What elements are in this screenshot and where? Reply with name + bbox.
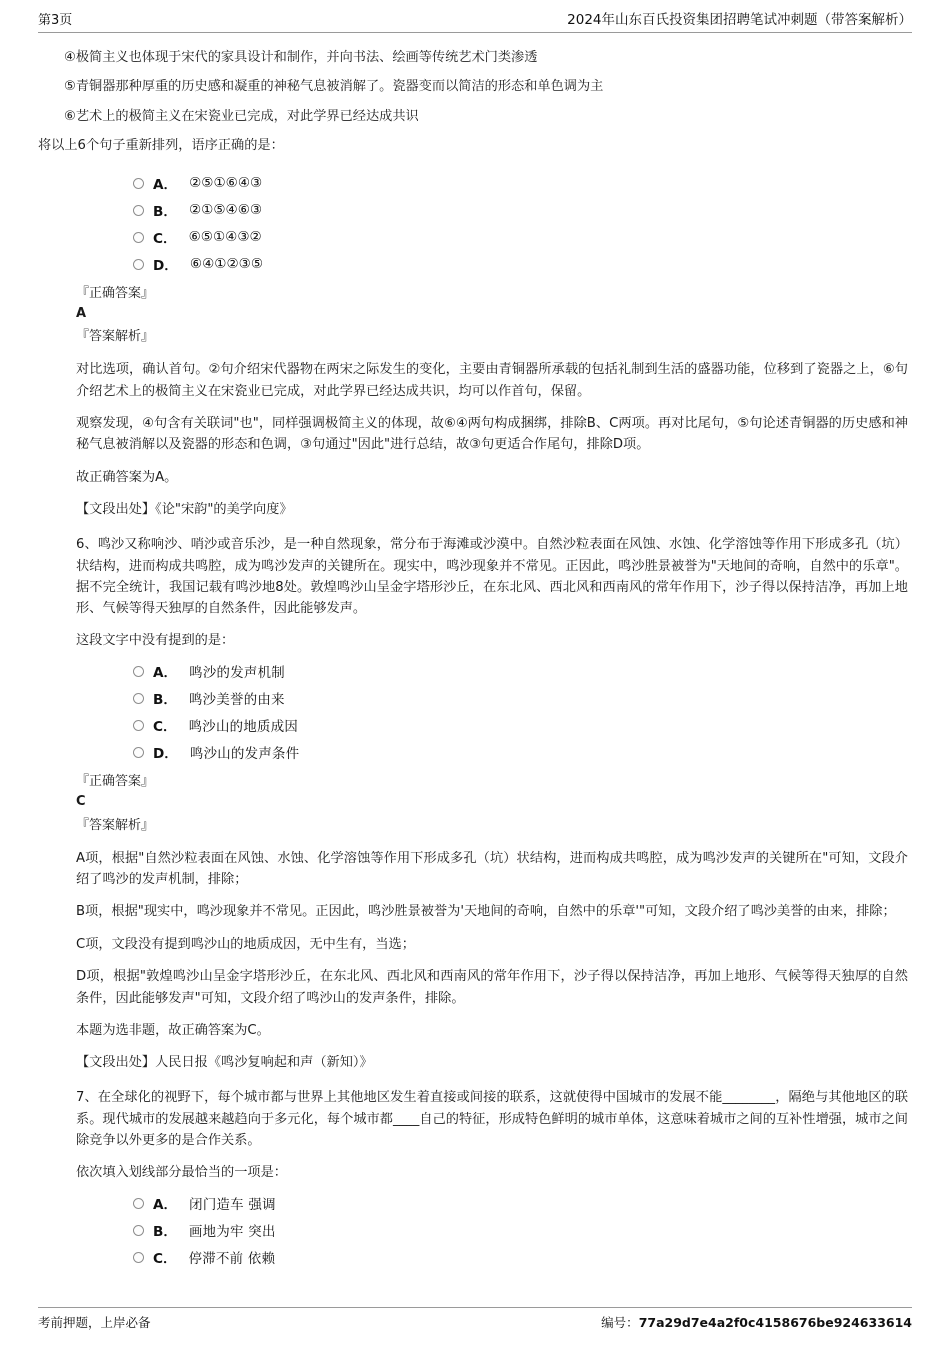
q5-prompt: 将以上6个句子重新排列，语序正确的是： [38, 138, 284, 154]
document-body [38, 33, 912, 1271]
option-text: 鸣沙美誉的由来 [188, 692, 285, 708]
option-letter: B． [153, 692, 177, 709]
footer-id-label: 编号： [601, 1315, 639, 1330]
option-text: 鸣沙山的地质成因 [188, 719, 299, 735]
option-letter: B． [153, 1224, 177, 1241]
q5-options [38, 170, 912, 278]
q7-option-b[interactable] [133, 1217, 912, 1244]
option-letter: C． [153, 1251, 177, 1268]
q6-prompt: 这段文字中没有提到的是： [76, 632, 235, 648]
option-letter: D． [153, 258, 178, 274]
option-text: 闭门造车 强调 [189, 1197, 276, 1213]
q5-answer-label: 『正确答案』 [76, 285, 155, 301]
q5-option-d[interactable] [133, 251, 912, 278]
q5-source: 【文段出处】《论"宋韵"的美学向度》 [76, 502, 293, 518]
option-letter: A． [153, 665, 178, 682]
q5-analysis-paragraph-1: 对比选项，确认首句。②句介绍宋代器物在两宋之际发生的变化，主要由青铜器所承载的包括礼制到生活的盛器功能，位移到了瓷器之上，⑥句介绍艺术上的极简主义在宋瓷业已完成，对此学界已经达成共识，均可以作首句，保留。 [76, 362, 908, 399]
option-letter: C． [153, 231, 177, 247]
footer-slogan: 考前押题，上岸必备 [38, 1315, 151, 1330]
q7-options [38, 1190, 912, 1271]
radio-icon[interactable] [133, 232, 144, 243]
option-letter: C． [153, 719, 177, 736]
q6-options [38, 658, 912, 766]
option-text: ②⑤①⑥④③ [189, 175, 263, 191]
radio-icon[interactable] [133, 747, 144, 758]
q5-analysis-conclusion: 故正确答案为A。 [76, 469, 178, 485]
radio-icon[interactable] [133, 178, 144, 189]
q7-stem: 7、在全球化的视野下，每个城市都与世界上其他地区发生着直接或间接的联系，这就使得中国城市的发展不能________，隔绝与其他地区的联系。现代城市的发展越来越趋向于多元化，每个城市都____自己的特征，形成特色鲜明的城市单体，这意味着城市之间的互补性增强，城市之间除竞争以外更多的是合作关系。 [76, 1090, 908, 1149]
option-text: ⑥④①②③⑤ [189, 256, 264, 272]
radio-icon[interactable] [133, 666, 144, 677]
q5-fragment-5: ⑤青铜器那种厚重的历史感和凝重的神秘气息被消解了。瓷器变而以简洁的形态和单色调为主 [64, 79, 604, 95]
q5-option-a[interactable] [133, 170, 912, 197]
q5-analysis-label: 『答案解析』 [76, 329, 155, 345]
radio-icon[interactable] [133, 693, 144, 704]
q6-analysis-label: 『答案解析』 [76, 817, 155, 833]
q6-option-c[interactable] [133, 712, 912, 739]
q5-fragment-4: ④极简主义也体现于宋代的家具设计和制作，并向书法、绘画等传统艺术门类渗透 [64, 50, 538, 65]
footer-document-id [601, 1313, 912, 1331]
q5-analysis-paragraph-2: 观察发现，④句含有关联词"也"，同样强调极简主义的体现，故⑥④两句构成捆绑，排除B、C两项。再对比尾句，⑤句论述青铜器的历史感和神秘气息被消解以及瓷器的形态和色调，③句通过"因此"进行总结，故③句更适合作尾句，排除D项。 [76, 416, 908, 453]
option-letter: D． [153, 746, 178, 763]
document-title: 2024年山东百氏投资集团招聘笔试冲刺题（带答案解析） [567, 12, 912, 28]
q6-analysis-option-a: A项，根据"自然沙粒表面在风蚀、水蚀、化学溶蚀等作用下形成多孔（坑）状结构，进而构成共鸣腔，成为鸣沙发声的关键所在"可知，文段介绍了鸣沙的发声机制，排除； [76, 850, 908, 888]
q5-option-c[interactable] [133, 224, 912, 251]
radio-icon[interactable] [133, 1198, 144, 1209]
option-text: 鸣沙的发声机制 [189, 665, 285, 681]
radio-icon[interactable] [133, 720, 144, 731]
page-header [38, 0, 912, 33]
q6-analysis-conclusion: 本题为选非题，故正确答案为C。 [76, 1022, 270, 1038]
radio-icon[interactable] [133, 259, 144, 270]
option-text: 鸣沙山的发声条件 [189, 746, 300, 762]
footer-id-value: 77a29d7e4a2f0c4158676be924633614 [638, 1315, 912, 1330]
option-letter: B． [153, 204, 177, 220]
page-number-label: 第3页 [38, 13, 73, 28]
q5-fragment-6: ⑥艺术上的极简主义在宋瓷业已完成，对此学界已经达成共识 [64, 108, 419, 124]
q5-correct-answer: A [76, 305, 87, 321]
q6-stem: 6、鸣沙又称响沙、哨沙或音乐沙，是一种自然现象，常分布于海滩或沙漠中。自然沙粒表面在风蚀、水蚀、化学溶蚀等作用下形成多孔（坑）状结构，进而构成共鸣腔，成为鸣沙发声的关键所在。现实中，鸣沙现象并不常见。正因此，鸣沙胜景被誉为"天地间的奇响，自然中的乐章"。据不完全统计，我国记载有鸣沙地8处。敦煌鸣沙山呈金字塔形沙丘，在东北风、西北风和西南风的常年作用下，沙子得以保持洁净，再加上地形、气候等得天独厚的自然条件，因此能够发声。 [76, 537, 908, 617]
option-letter: A． [153, 177, 178, 193]
q5-option-b[interactable] [133, 197, 912, 224]
q6-answer-label: 『正确答案』 [76, 773, 155, 789]
q7-option-c[interactable] [133, 1244, 912, 1271]
q6-option-b[interactable] [133, 685, 912, 712]
q6-correct-answer: C [76, 794, 86, 810]
radio-icon[interactable] [133, 1252, 144, 1263]
radio-icon[interactable] [133, 1225, 144, 1236]
q6-option-a[interactable] [133, 658, 912, 685]
option-text: ⑥⑤①④③② [188, 229, 262, 245]
q7-option-a[interactable] [133, 1190, 912, 1217]
q6-analysis-option-c: C项，文段没有提到鸣沙山的地质成因，无中生有，当选； [76, 936, 415, 952]
q6-source: 【文段出处】人民日报《鸣沙复响起和声（新知）》 [76, 1055, 373, 1071]
option-text: ②①⑤④⑥③ [188, 202, 263, 218]
q6-analysis-option-b: B项，根据"现实中，鸣沙现象并不常见。正因此，鸣沙胜景被誉为'天地间的奇响，自然中的乐章'"可知，文段介绍了鸣沙美誉的由来，排除； [76, 904, 896, 920]
q6-analysis-option-d: D项，根据"敦煌鸣沙山呈金字塔形沙丘，在东北风、西北风和西南风的常年作用下，沙子得以保持洁净，再加上地形、气候等得天独厚的自然条件，因此能够发声"可知，文段介绍了鸣沙山的发声条件，排除。 [76, 969, 908, 1006]
q7-prompt: 依次填入划线部分最恰当的一项是： [76, 1164, 287, 1180]
option-text: 停滞不前 依赖 [188, 1251, 276, 1267]
q6-option-d[interactable] [133, 739, 912, 766]
option-letter: A． [153, 1197, 178, 1214]
radio-icon[interactable] [133, 205, 144, 216]
page-footer [38, 1307, 912, 1331]
option-text: 画地为牢 突出 [188, 1224, 276, 1240]
